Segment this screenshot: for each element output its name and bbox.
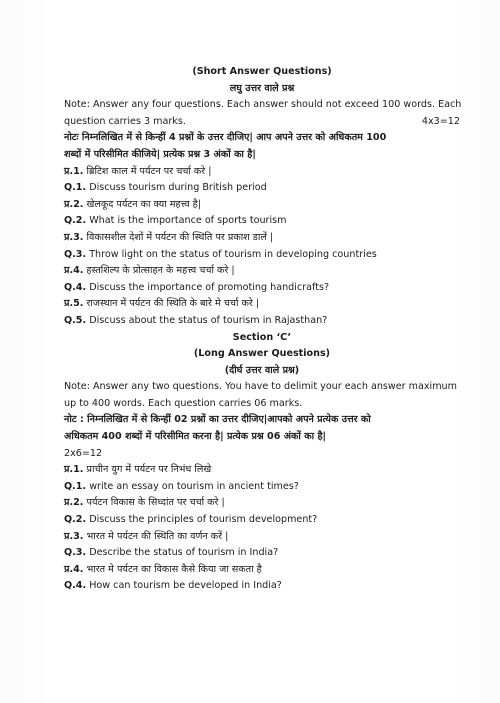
- question-text: Discuss about the status of tourism in Rajasthan?: [89, 314, 328, 326]
- question-row: [64, 512, 460, 529]
- question-number: प्र.4.: [64, 563, 84, 575]
- question-row: [64, 462, 460, 479]
- note-en-line-2: [64, 114, 460, 131]
- question-text: What is the importance of sports tourism: [89, 215, 287, 227]
- question-text: Discuss tourism during British period: [89, 182, 267, 194]
- question-row: [64, 578, 460, 595]
- note-en-line-1: Note: Answer any four questions. Each answer should not exceed 100 words. Each: [64, 99, 462, 111]
- question-row: [64, 197, 460, 214]
- note-hi-line-1: नोटः निम्नलिखित में से किन्हीं 4 प्रश्नों के उत्तर दीजिए| आप अपने उत्तर को अधिकतम 100: [64, 132, 387, 144]
- question-row: [64, 180, 460, 197]
- question-number: प्र.3.: [64, 530, 84, 542]
- question-text: प्राचीन युग में पर्यटन पर निभंध लिखे: [86, 464, 212, 476]
- question-text: भारत मे पर्यटन का विकास कैसे किया जा सकता है: [86, 563, 262, 575]
- short-answer-heading: (Short Answer Questions): [192, 66, 332, 77]
- note-en-line-1: Note: Answer any two questions. You have to delimit your each answer maximum: [64, 381, 457, 393]
- question-text: खेलकूद पर्यटन का क्या महत्त्व है|: [86, 198, 201, 210]
- question-number: Q.2.: [64, 514, 87, 526]
- question-text: विकासशील देशों में पर्यटन की स्थिति पर प्रकाश डालें |: [86, 231, 274, 243]
- question-number: Q.1.: [64, 182, 87, 194]
- question-text: write an essay on tourism in ancient times?: [89, 480, 299, 492]
- question-row: [64, 213, 460, 230]
- short-answer-heading-hindi: लघु उत्तर वाले प्रश्न: [229, 82, 295, 94]
- question-row: [64, 562, 460, 579]
- question-text: How can tourism be developed in India?: [89, 580, 282, 592]
- question-number: Q.4.: [64, 281, 87, 293]
- question-text: Throw light on the status of tourism in developing countries: [89, 248, 377, 260]
- question-number: प्र.4.: [64, 265, 84, 277]
- question-row: [64, 296, 460, 313]
- question-row: [64, 313, 460, 330]
- question-number: प्र.1.: [64, 165, 84, 177]
- question-number: प्र.3.: [64, 231, 84, 243]
- note-hi-line-2: अधिकतम 400 शब्दों में परिसीमित करना है| प्रत्येक प्रश्न 06 अंकों का है|: [64, 431, 327, 443]
- long-answer-heading: (Long Answer Questions): [193, 348, 331, 360]
- question-text: Discuss the principles of tourism development?: [89, 514, 318, 526]
- question-number: Q.1.: [64, 480, 87, 492]
- question-row: [64, 545, 460, 562]
- question-number: Q.4.: [64, 580, 87, 592]
- question-row: [64, 495, 460, 512]
- question-row: [64, 230, 460, 247]
- question-number: Q.5.: [64, 314, 87, 326]
- marks-label: 4x3=12: [421, 115, 460, 127]
- question-number: Q.2.: [64, 215, 87, 227]
- question-text: भारत मे पर्यटन की स्थिति का वर्णन करें |: [86, 530, 229, 542]
- question-number: प्र.2.: [64, 497, 84, 509]
- question-number: प्र.2.: [64, 198, 84, 210]
- section-c-title: Section ‘C’: [232, 331, 292, 343]
- question-row: [64, 164, 460, 181]
- question-number: Q.3.: [64, 547, 87, 559]
- question-row: [64, 479, 460, 496]
- question-number: प्र.1.: [64, 464, 84, 476]
- question-row: [64, 263, 460, 280]
- note-hi-line-1: नोट : निम्नलिखित में से किन्हीं 02 प्रश्नों का उत्तर दीजिए|आपको अपने प्रत्येक उत्तर को: [64, 414, 371, 426]
- note-en-line-2: up to 400 words. Each question carries 06 marks.: [64, 397, 303, 409]
- question-text: पर्यटन विकास के सिध्दांत पर चर्चा करे |: [86, 497, 225, 509]
- question-text: राजस्थान में पर्यटन की स्थिति के बारे मे चर्चा करे |: [86, 298, 260, 310]
- marks-label: 2x6=12: [64, 447, 103, 459]
- question-text: Describe the status of tourism in India?: [89, 547, 279, 559]
- question-text: हस्तशिल्प के प्रोत्साहन के महत्त्व चर्चा करे |: [86, 265, 235, 277]
- question-number: प्र.5.: [64, 298, 84, 310]
- long-answer-heading-hindi: (दीर्घ उत्तर वाले प्रश्न): [224, 364, 300, 376]
- question-text: Discuss the importance of promoting handicrafts?: [89, 281, 330, 293]
- question-text: ब्रिटिश काल में पर्यटन पर चर्चा करे |: [86, 165, 212, 177]
- question-row: [64, 247, 460, 264]
- note-hi-line-2: शब्दों में परिसीमित कीजिये| प्रत्येक प्रश्न 3 अंकों का है|: [64, 148, 256, 160]
- note-en-text: question carries 3 marks.: [64, 115, 186, 127]
- question-row: [64, 280, 460, 297]
- question-row: [64, 529, 460, 546]
- question-number: Q.3.: [64, 248, 87, 260]
